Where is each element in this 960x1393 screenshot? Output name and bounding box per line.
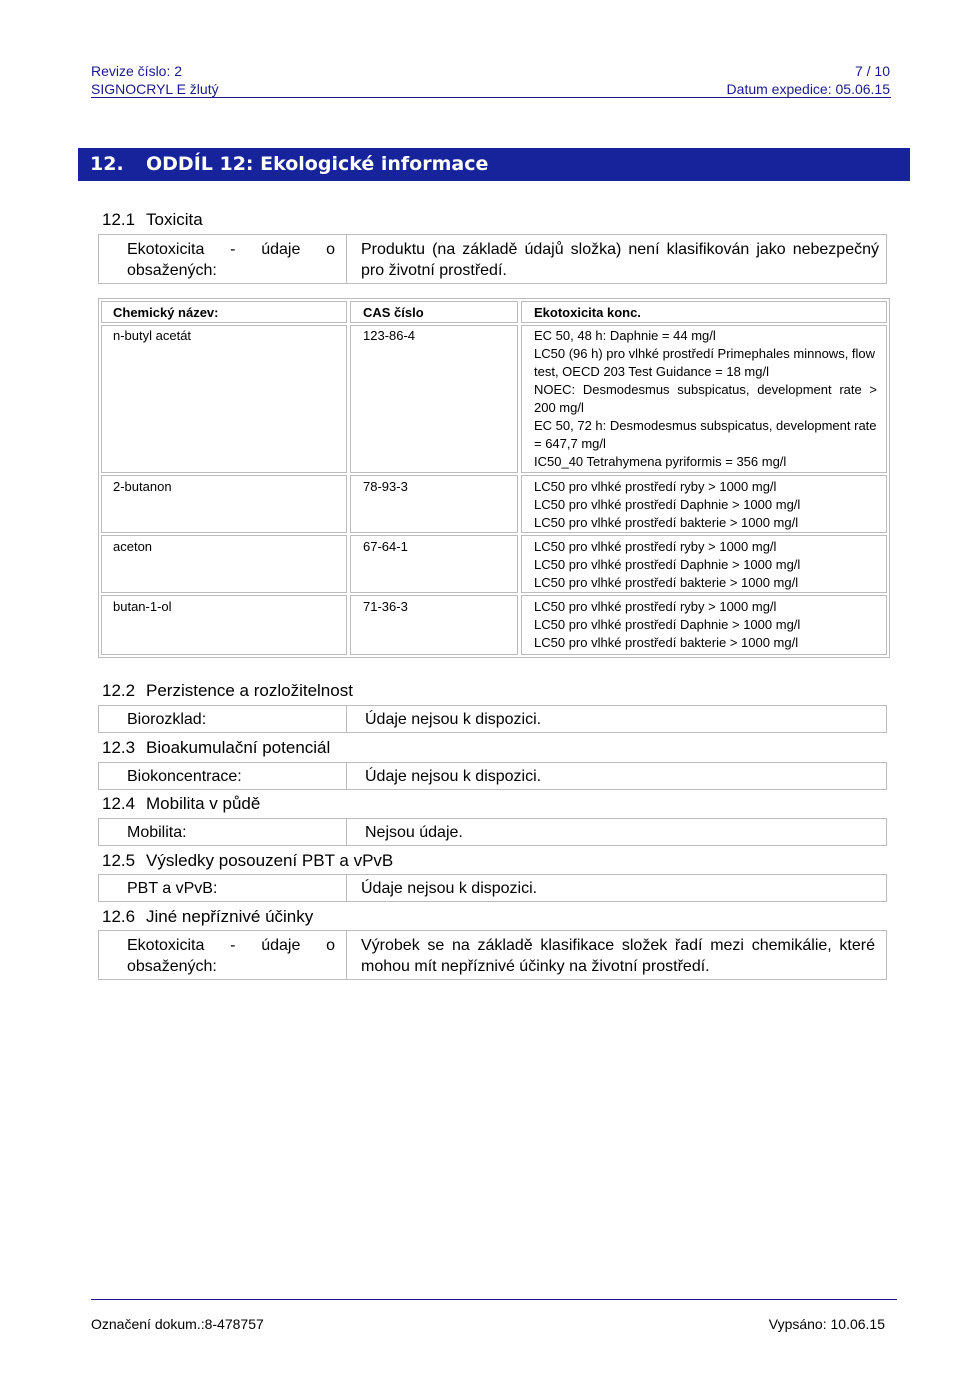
effect-line: EC 50, 48 h: Daphnie = 44 mg/l — [534, 328, 716, 343]
subsection-title: Perzistence a rozložitelnost — [146, 681, 353, 700]
effect-line: NOEC: Desmodesmus subspicatus, development rate > — [534, 382, 877, 397]
effect-line: LC50 pro vlhké prostředí ryby > 1000 mg/l — [534, 599, 777, 614]
page-number: 7 / 10 — [854, 63, 890, 79]
written-date: Vypsáno: 10.06.15 — [768, 1316, 885, 1332]
effect-line: EC 50, 72 h: Desmodesmus subspicatus, development rate — [534, 418, 877, 433]
toxicity-value: Produktu (na základě údajů složka) není klasifikován jako nebezpečný pro životní prostředí. — [361, 241, 879, 279]
effect-line: LC50 pro vlhké prostředí Daphnie > 1000 mg/l — [534, 617, 801, 632]
subsection-number: 12.1 — [102, 210, 136, 229]
column-header-cas: CAS číslo — [363, 305, 424, 320]
row-name: 2-butanon — [113, 479, 172, 494]
subsection-title: Toxicita — [146, 210, 203, 229]
effect-line: LC50 pro vlhké prostředí bakterie > 1000 mg/l — [534, 515, 799, 530]
row-cas: 78-93-3 — [363, 479, 408, 494]
toxicity-label: Ekotoxicita - údaje o obsažených: — [127, 241, 335, 279]
row-name: n-butyl acetát — [113, 328, 192, 343]
subsection-title: Mobilita v půdě — [146, 794, 261, 813]
bioaccumulation-value: Údaje nejsou k dispozici. — [365, 768, 542, 785]
section-title: ODDÍL 12: Ekologické informace — [146, 153, 489, 175]
header-rule — [91, 97, 891, 98]
pbt-box — [98, 874, 887, 902]
subsection-number: 12.3 — [102, 738, 136, 757]
subsection-heading-12-3 — [102, 737, 330, 759]
row-cas: 123-86-4 — [363, 328, 416, 343]
subsection-title: Jiné nepříznivé účinky — [146, 907, 314, 926]
pbt-value: Údaje nejsou k dispozici. — [361, 880, 538, 897]
column-header-ecotox: Ekotoxicita konc. — [534, 305, 641, 320]
subsection-heading-12-6 — [102, 906, 313, 928]
subsection-heading-12-4 — [102, 793, 260, 815]
effect-line: LC50 pro vlhké prostředí ryby > 1000 mg/l — [534, 479, 777, 494]
product-name: SIGNOCRYL E žlutý — [91, 81, 219, 97]
row-cas: 71-36-3 — [363, 599, 408, 614]
row-effects — [534, 598, 800, 652]
effect-line: LC50 pro vlhké prostředí ryby > 1000 mg/l — [534, 539, 777, 554]
other-effects-value: Výrobek se na základě klasifikace složek řadí mezi chemikálie, které mohou mít nepříznivé účinky na životní prostředí. — [361, 937, 875, 975]
mobility-label: Mobilita: — [127, 824, 187, 841]
footer-rule — [91, 1299, 897, 1300]
section-number: 12. — [90, 153, 124, 175]
toxicity-box — [98, 234, 887, 284]
pbt-label: PBT a vPvB: — [127, 880, 218, 897]
effect-line: LC50 pro vlhké prostředí Daphnie > 1000 mg/l — [534, 497, 801, 512]
row-effects — [534, 327, 877, 471]
effect-line: LC50 pro vlhké prostředí bakterie > 1000 mg/l — [534, 575, 799, 590]
row-cas: 67-64-1 — [363, 539, 408, 554]
subsection-heading-12-5 — [102, 850, 393, 872]
row-effects — [534, 478, 800, 532]
row-effects — [534, 538, 800, 592]
ecotox-table — [98, 298, 890, 658]
subsection-title: Bioakumulační potenciál — [146, 738, 331, 757]
subsection-heading-12-2 — [102, 680, 353, 702]
subsection-heading-12-1 — [102, 209, 203, 231]
mobility-box — [98, 818, 887, 846]
effect-line: LC50 pro vlhké prostředí Daphnie > 1000 mg/l — [534, 557, 801, 572]
other-effects-box — [98, 930, 887, 980]
column-header-name: Chemický název: — [113, 305, 219, 320]
mobility-value: Nejsou údaje. — [365, 824, 463, 841]
persistence-value: Údaje nejsou k dispozici. — [365, 711, 542, 728]
row-name: aceton — [113, 539, 153, 554]
document-id: Označení dokum.:8-478757 — [91, 1316, 264, 1332]
subsection-number: 12.6 — [102, 907, 136, 926]
subsection-number: 12.4 — [102, 794, 136, 813]
subsection-number: 12.2 — [102, 681, 136, 700]
section-banner — [78, 148, 910, 181]
other-effects-label: Ekotoxicita - údaje o obsažených: — [127, 937, 335, 975]
effect-line: 200 mg/l — [534, 400, 584, 415]
effect-line: = 647,7 mg/l — [534, 436, 606, 451]
subsection-title: Výsledky posouzení PBT a vPvB — [146, 851, 394, 870]
persistence-box — [98, 705, 887, 733]
issue-date: Datum expedice: 05.06.15 — [726, 81, 890, 97]
effect-line: LC50 (96 h) pro vlhké prostředí Primephales minnows, flow — [534, 346, 876, 361]
subsection-number: 12.5 — [102, 851, 136, 870]
persistence-label: Biorozklad: — [127, 711, 207, 728]
bioaccumulation-box — [98, 762, 887, 790]
effect-line: test, OECD 203 Test Guidance = 18 mg/l — [534, 364, 769, 379]
revision-number: Revize číslo: 2 — [91, 63, 183, 79]
bioaccumulation-label: Biokoncentrace: — [127, 768, 242, 785]
effect-line: IC50_40 Tetrahymena pyriformis = 356 mg/l — [534, 454, 787, 469]
row-name: butan-1-ol — [113, 599, 172, 614]
effect-line: LC50 pro vlhké prostředí bakterie > 1000 mg/l — [534, 635, 799, 650]
